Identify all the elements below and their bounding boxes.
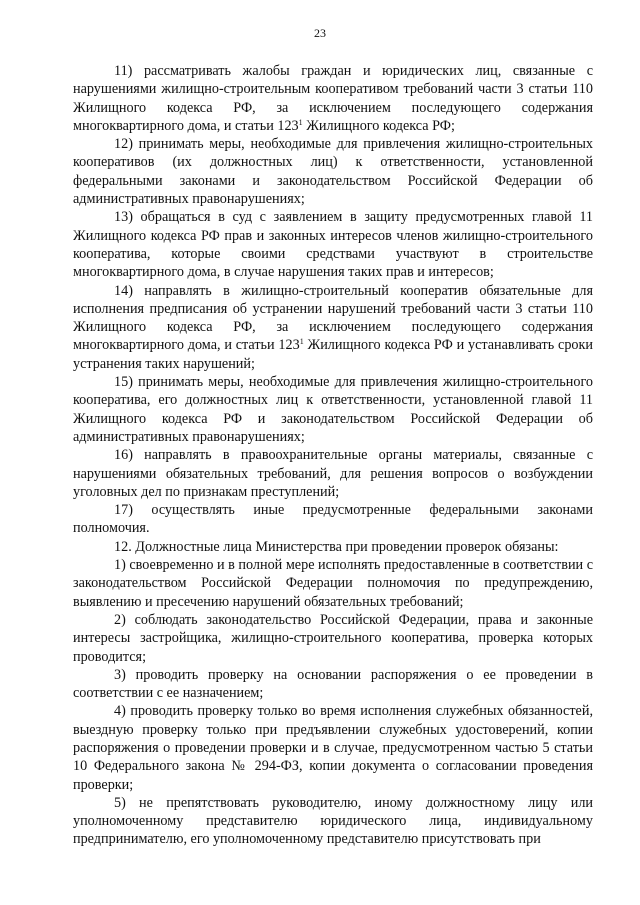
paragraph-text: 13) обращаться в суд с заявлением в защиту предусмотренных главой 11 Жилищного кодекса РФ прав и законных интересов членов жилищно-строительного кооператива, которые своими средствами участвуют в строительстве многоквартирного дома, в случае нарушения таких прав и интересов;	[73, 209, 593, 281]
paragraph-text-continued: Жилищного кодекса РФ;	[302, 117, 455, 134]
paragraph-text: 14) направлять в жилищно-строительный кооператив обязательные для исполнения предписания об устранении нарушений требований части 3 статьи 110 Жилищного кодекса РФ, за исключением последующего содержания многоквартирного дома, и статьи 123	[73, 282, 593, 354]
paragraph-text: 2) соблюдать законодательство Российской Федерации, права и законные интересы застройщика, жилищно-строительного кооператива, проверка которых проводится;	[73, 611, 593, 665]
paragraph-text-continued: Жилищного кодекса РФ и устанавливать сроки устранения таких нарушений;	[73, 337, 593, 372]
duty-item-3	[73, 666, 593, 703]
paragraph-item-16	[73, 446, 593, 501]
paragraph-item-15	[73, 373, 593, 446]
paragraph-text: 4) проводить проверку только во время исполнения служебных обязанностей, выездную проверку только при предъявлении служебных удостоверений, копии распоряжения о проведении проверки и в случае, предусмотренном частью 5 статьи 10 Федерального закона № 294-ФЗ, копии документа о согласовании проведения проверки;	[73, 703, 593, 793]
superscript-marker: 1	[298, 117, 303, 127]
paragraph-text: 3) проводить проверку на основании распоряжения о ее проведении в соответствии с ее назначением;	[73, 666, 593, 702]
duty-item-1	[73, 556, 593, 611]
paragraph-text: 11) рассматривать жалобы граждан и юридических лиц, связанные с нарушениями жилищно-строительным кооперативом требований части 3 статьи 110 Жилищного кодекса РФ, за исключением последующего содержания многоквартирного дома, и статьи 123	[73, 63, 593, 134]
duty-item-4	[73, 702, 593, 793]
paragraph-text: 1) своевременно и в полной мере исполнять предоставленные в соответствии с законодательством Российской Федерации полномочия по предупреждению, выявлению и пресечению нарушений обязательных требований;	[73, 557, 593, 610]
paragraph-item-11	[73, 62, 593, 135]
paragraph-item-13	[73, 208, 593, 281]
paragraph-item-17	[73, 501, 593, 538]
duty-item-5	[73, 794, 593, 849]
paragraph-text: 17) осуществлять иные предусмотренные федеральными законами полномочия.	[73, 502, 593, 537]
paragraph-text: 15) принимать меры, необходимые для привлечения жилищно-строительного кооператива, его должностных лиц к ответственности, установленной главой 11 Жилищного кодекса РФ и законодательством Российской Федерации об административных правонарушениях;	[73, 374, 593, 445]
section-12-heading	[73, 538, 593, 556]
paragraph-text: 16) направлять в правоохранительные органы материалы, связанные с нарушениями обязательных требований, для решения вопросов о возбуждении уголовных дел по признакам преступлений;	[73, 447, 593, 500]
paragraph-text: 5) не препятствовать руководителю, иному должностному лицу или уполномоченному представителю юридического лица, индивидуальному предпринимателю, его уполномоченному представителю присутствовать при	[73, 794, 593, 848]
paragraph-text: 12. Должностные лица Министерства при проведении проверок обязаны:	[114, 538, 559, 555]
paragraph-item-12	[73, 135, 593, 208]
paragraph-item-14	[73, 282, 593, 373]
document-body	[73, 62, 593, 849]
duty-item-2	[73, 611, 593, 666]
paragraph-text: 12) принимать меры, необходимые для привлечения жилищно-строительных кооперативов (их должностных лиц) к ответственности, установленной федеральными законами и законодательством Российской Федерации об административных правонарушениях;	[73, 136, 593, 208]
superscript-marker: 1	[299, 337, 304, 347]
page-number: 23	[314, 26, 326, 40]
